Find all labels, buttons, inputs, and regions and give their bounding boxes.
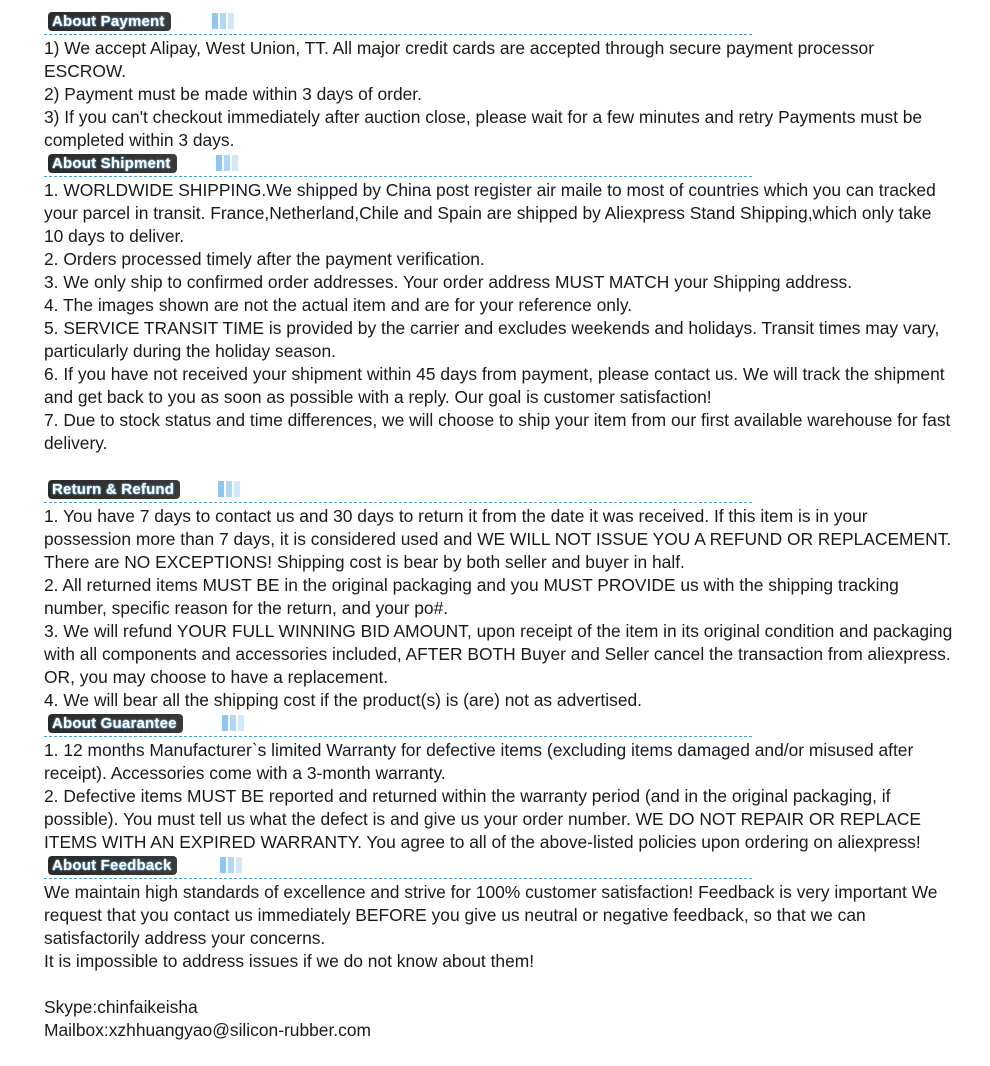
guarantee-line: 1. 12 months Manufacturer`s limited Warranty for defective items (excluding items damaged and/or misused after receipt). Accessories come with a 3-month warranty. <box>44 740 914 783</box>
guarantee-heading-label: About Guarantee <box>48 714 183 733</box>
shipment-line: 2. Orders processed timely after the payment verification. <box>44 249 485 269</box>
skype-contact: Skype:chinfaikeisha <box>44 997 198 1017</box>
heading-decoration-icon <box>216 155 242 171</box>
refund-heading-label: Return & Refund <box>48 480 180 499</box>
refund-section-heading <box>44 478 752 503</box>
shipment-line: 6. If you have not received your shipment within 45 days from payment, please contact us. We will track the shipment and get back to you as soon as possible with a reply. Our goal is customer satisfaction! <box>44 364 945 407</box>
spacer <box>44 455 990 478</box>
shipment-line: 3. We only ship to confirmed order addresses. Your order address MUST MATCH your Shipping address. <box>44 272 853 292</box>
refund-line: 2. All returned items MUST BE in the original packaging and you MUST PROVIDE us with the shipping tracking number, specific reason for the return, and your po#. <box>44 575 899 618</box>
feedback-line: We maintain high standards of excellence and strive for 100% customer satisfaction! Feedback is very important We request that you contact us immediately BEFORE you give us neutral or negative feedback, so that we can satisfactorily address your concerns. <box>44 882 938 948</box>
heading-decoration-icon <box>222 715 248 731</box>
refund-line: 3. We will refund YOUR FULL WINNING BID AMOUNT, upon receipt of the item in its original condition and packaging with all components and accessories included, AFTER BOTH Buyer and Seller cancel the transaction from aliexpress. OR, you may choose to have a replacement. <box>44 621 953 687</box>
shipment-line: 4. The images shown are not the actual item and are for your reference only. <box>44 295 633 315</box>
mailbox-contact: Mailbox:xzhhuangyao@silicon-rubber.com <box>44 1020 371 1040</box>
heading-decoration-icon <box>212 13 238 29</box>
guarantee-section-heading <box>44 712 752 737</box>
shipment-line: 5. SERVICE TRANSIT TIME is provided by the carrier and excludes weekends and holidays. Transit times may vary, particularly during the holiday season. <box>44 318 940 361</box>
shipment-heading-label: About Shipment <box>48 154 177 173</box>
refund-line: 1. You have 7 days to contact us and 30 days to return it from the date it was received. If this item is in your possession more than 7 days, it is considered used and WE WILL NOT ISSUE YOU A REFUND OR REPLACEMENT. There are NO EXCEPTIONS! Shipping cost is bear by both seller and buyer in half. <box>44 506 952 572</box>
payment-line: 2) Payment must be made within 3 days of order. <box>44 84 422 104</box>
spacer <box>44 973 990 996</box>
shipment-line: 1. WORLDWIDE SHIPPING.We shipped by China post register air maile to most of countries which you can tracked your parcel in transit. France,Netherland,Chile and Spain are shipped by Aliexpress Stand Shipping,which only take 10 days to deliver. <box>44 180 936 246</box>
feedback-heading-label: About Feedback <box>48 856 177 875</box>
heading-decoration-icon <box>218 481 244 497</box>
feedback-line: It is impossible to address issues if we do not know about them! <box>44 951 535 971</box>
shipment-section-heading <box>44 152 752 177</box>
feedback-section-heading <box>44 854 752 879</box>
heading-decoration-icon <box>220 857 246 873</box>
payment-section-heading <box>44 10 752 35</box>
guarantee-line: 2. Defective items MUST BE reported and returned within the warranty period (and in the original packaging, if possible). You must tell us what the defect is and give us your order number. WE DO NOT REPAIR OR REPLACE ITEMS WITH AN EXPIRED WARRANTY. You agree to all of the above-listed policies upon ordering on aliexpress! <box>44 786 921 852</box>
payment-line: 1) We accept Alipay, West Union, TT. All major credit cards are accepted through secure payment processor ESCROW. <box>44 38 874 81</box>
shipment-line: 7. Due to stock status and time differences, we will choose to ship your item from our first available warehouse for fast delivery. <box>44 410 951 453</box>
payment-heading-label: About Payment <box>48 12 171 31</box>
refund-line: 4. We will bear all the shipping cost if the product(s) is (are) not as advertised. <box>44 690 642 710</box>
payment-line: 3) If you can't checkout immediately after auction close, please wait for a few minutes and retry Payments must be completed within 3 days. <box>44 107 923 150</box>
